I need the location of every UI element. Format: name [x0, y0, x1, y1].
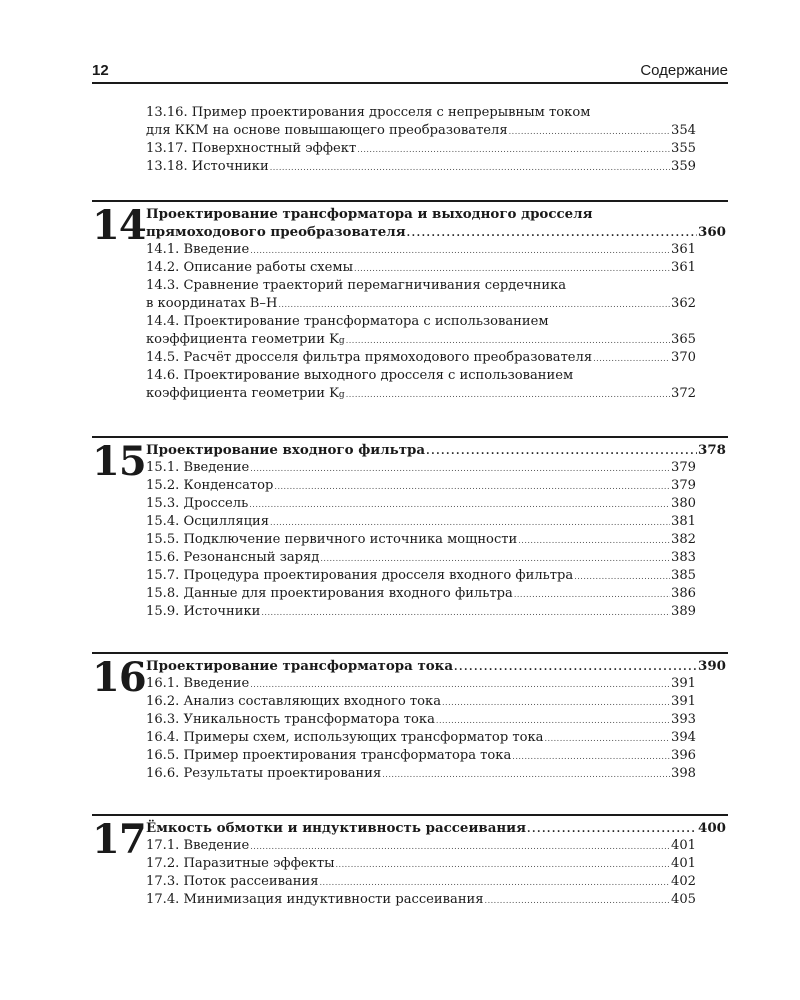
toc-entry-line: [146, 259, 696, 277]
running-header: [92, 60, 728, 82]
chapter-title-line: [146, 205, 726, 223]
entry-text: 14.2. Описание работы схемы: [146, 260, 354, 275]
entry-text: 15.3. Дроссель: [146, 496, 249, 511]
dot-leader: [270, 159, 670, 176]
toc-entry[interactable]: [146, 158, 696, 176]
entry-text: 16.6. Результаты проектирования: [146, 766, 382, 781]
dot-leader: [250, 838, 670, 855]
entry-text: 16.4. Примеры схем, использующих трансформатор тока: [146, 730, 544, 745]
dot-leader: [527, 821, 697, 837]
entry-page-number: 385: [671, 568, 696, 583]
toc-entry[interactable]: [146, 313, 696, 349]
entry-text: 16.3. Уникальность трансформатора тока: [146, 712, 435, 727]
toc-entry-line: [146, 549, 696, 567]
dot-leader: [485, 892, 670, 909]
toc-entry[interactable]: [146, 729, 696, 747]
entry-page-number: 379: [671, 478, 696, 493]
toc-entry[interactable]: [146, 241, 696, 259]
entry-text: 15.7. Процедура проектирования дросселя входного фильтра: [146, 568, 574, 583]
entry-text: 15.9. Источники: [146, 604, 261, 619]
toc-entry[interactable]: [146, 104, 696, 140]
toc-entry-line: [146, 313, 696, 331]
chapter-number: 17: [92, 816, 146, 863]
toc-entry[interactable]: [146, 140, 696, 158]
toc-entry-line: [146, 495, 696, 513]
toc-entry[interactable]: [146, 259, 696, 277]
toc-entry[interactable]: [146, 693, 696, 711]
dot-leader: [278, 296, 670, 313]
toc-entry-line: [146, 295, 696, 313]
chapter-rule: [92, 200, 728, 202]
toc-entry-line: [146, 158, 696, 176]
toc-entry[interactable]: [146, 675, 696, 693]
chapter-title-line: [146, 657, 726, 675]
entry-page-number: 381: [671, 514, 696, 529]
dot-leader: [512, 748, 670, 765]
entry-text: 14.3. Сравнение траекторий перемагничивания сердечника: [146, 278, 567, 293]
dot-leader: [544, 730, 670, 747]
toc-entry[interactable]: [146, 603, 696, 621]
dot-leader: [518, 532, 670, 549]
entry-page-number: 354: [671, 123, 696, 138]
chapter-title-text: Проектирование трансформатора и выходного дросселя: [146, 206, 593, 222]
toc-entry-line: [146, 513, 696, 531]
entry-page-number: 391: [671, 676, 696, 691]
chapter-title-line: [146, 223, 726, 241]
entry-page-number: 382: [671, 532, 696, 547]
entry-text: коэффициента геометрии K: [146, 386, 339, 401]
entry-text: 13.16. Пример проектирования дросселя с непрерывным током: [146, 105, 591, 120]
chapter-page-number: 390: [698, 658, 726, 674]
chapter-page-number: 378: [698, 442, 726, 458]
entry-page-number: 361: [671, 242, 696, 257]
toc-entry[interactable]: [146, 549, 696, 567]
toc-entry-line: [146, 241, 696, 259]
chapter-page-number: 360: [698, 224, 726, 240]
toc-entry-line: [146, 367, 696, 385]
page-number: 12: [92, 62, 109, 79]
running-title: Содержание: [640, 62, 728, 79]
dot-leader: [436, 712, 670, 729]
dot-leader: [319, 874, 670, 891]
toc-entry[interactable]: [146, 567, 696, 585]
dot-leader: [574, 568, 670, 585]
dot-leader: [382, 766, 670, 783]
dot-leader: [270, 514, 670, 531]
toc-entry[interactable]: [146, 711, 696, 729]
toc-entry-line: [146, 385, 696, 403]
toc-entry[interactable]: [146, 837, 696, 855]
entry-text: 15.5. Подключение первичного источника мощности: [146, 532, 518, 547]
entry-page-number: 401: [671, 838, 696, 853]
entry-page-number: 398: [671, 766, 696, 781]
chapter-title[interactable]: [146, 819, 726, 837]
entry-text: для ККМ на основе повышающего преобразователя: [146, 123, 508, 138]
entry-text: 14.6. Проектирование выходного дросселя с использованием: [146, 368, 574, 383]
toc-entry[interactable]: [146, 531, 696, 549]
chapter-title-line: [146, 819, 726, 837]
entry-page-number: 380: [671, 496, 696, 511]
chapter-title[interactable]: [146, 205, 726, 241]
dot-leader: [274, 478, 670, 495]
toc-entry-line: [146, 603, 696, 621]
dot-leader: [336, 856, 671, 873]
dot-leader: [346, 386, 670, 403]
entry-page-number: 359: [671, 159, 696, 174]
toc-entry-line: [146, 477, 696, 495]
entry-text: коэффициента геометрии K: [146, 332, 339, 347]
toc-entry-line: [146, 747, 696, 765]
chapter-number: 16: [92, 654, 146, 701]
entry-text: 13.17. Поверхностный эффект: [146, 141, 357, 156]
entry-subscript: g: [338, 336, 345, 346]
dot-leader: [357, 141, 670, 158]
dot-leader: [250, 460, 670, 477]
toc-entry[interactable]: [146, 855, 696, 873]
entry-page-number: 370: [671, 350, 696, 365]
toc-entry-line: [146, 531, 696, 549]
toc-entry-line: [146, 765, 696, 783]
toc-entry[interactable]: [146, 367, 696, 403]
dot-leader: [250, 676, 670, 693]
toc-entry-line: [146, 331, 696, 349]
toc-entry[interactable]: [146, 459, 696, 477]
chapter-title-text: прямоходового преобразователя: [146, 224, 406, 240]
chapter-rule: [92, 436, 728, 438]
entry-text: 14.5. Расчёт дросселя фильтра прямоходового преобразователя: [146, 350, 593, 365]
entry-page-number: 372: [671, 386, 696, 401]
entry-page-number: 393: [671, 712, 696, 727]
toc-entry[interactable]: [146, 747, 696, 765]
chapter-rule: [92, 814, 728, 816]
entry-text: 16.1. Введение: [146, 676, 250, 691]
entry-page-number: 379: [671, 460, 696, 475]
chapter-title-line: [146, 441, 726, 459]
dot-leader: [454, 659, 697, 675]
entry-page-number: 386: [671, 586, 696, 601]
entry-page-number: 405: [671, 892, 696, 907]
entry-text: 15.6. Резонансный заряд: [146, 550, 320, 565]
entry-text: 14.4. Проектирование трансформатора с использованием: [146, 314, 549, 329]
toc-entry[interactable]: [146, 349, 696, 367]
entry-text: 13.18. Источники: [146, 159, 269, 174]
toc-entry[interactable]: [146, 277, 696, 313]
entry-page-number: 362: [671, 296, 696, 311]
toc-entry-line: [146, 459, 696, 477]
toc-entry-line: [146, 873, 696, 891]
chapter-rule: [92, 652, 728, 654]
entry-page-number: 365: [671, 332, 696, 347]
dot-leader: [514, 586, 670, 603]
toc-entry-line: [146, 729, 696, 747]
toc-entry[interactable]: [146, 495, 696, 513]
chapter-title-text: Проектирование входного фильтра: [146, 442, 426, 458]
toc-entry-line: [146, 837, 696, 855]
entry-page-number: 396: [671, 748, 696, 763]
chapter-number: 14: [92, 202, 146, 249]
toc-entry-line: [146, 855, 696, 873]
entry-text: 16.2. Анализ составляющих входного тока: [146, 694, 442, 709]
chapter-number: 15: [92, 438, 146, 485]
dot-leader: [346, 332, 670, 349]
toc-entry-line: [146, 711, 696, 729]
toc-entry-line: [146, 104, 696, 122]
header-rule: [92, 82, 728, 84]
chapter-page-number: 400: [698, 820, 726, 836]
dot-leader: [320, 550, 670, 567]
entry-text: 15.4. Осцилляция: [146, 514, 269, 529]
entry-page-number: 391: [671, 694, 696, 709]
dot-leader: [426, 443, 697, 459]
chapter-title-text: Ёмкость обмотки и индуктивность рассеивания: [146, 820, 526, 836]
entry-text: 14.1. Введение: [146, 242, 250, 257]
entry-page-number: 361: [671, 260, 696, 275]
toc-entry[interactable]: [146, 585, 696, 603]
toc-entry-line: [146, 349, 696, 367]
toc-entry-line: [146, 122, 696, 140]
entry-page-number: 402: [671, 874, 696, 889]
entry-text: 16.5. Пример проектирования трансформатора тока: [146, 748, 512, 763]
dot-leader: [593, 350, 670, 367]
entry-page-number: 389: [671, 604, 696, 619]
entry-page-number: 401: [671, 856, 696, 871]
toc-entry[interactable]: [146, 873, 696, 891]
entry-text: 15.8. Данные для проектирования входного фильтра: [146, 586, 513, 601]
toc-entry[interactable]: [146, 765, 696, 783]
entry-page-number: 394: [671, 730, 696, 745]
entry-text: в координатах B–H: [146, 296, 278, 311]
chapter-title-text: Проектирование трансформатора тока: [146, 658, 454, 674]
chapter-title[interactable]: [146, 657, 726, 675]
toc-entry[interactable]: [146, 477, 696, 495]
dot-leader: [249, 496, 670, 513]
dot-leader: [407, 225, 697, 241]
entry-text: 17.2. Паразитные эффекты: [146, 856, 335, 871]
dot-leader: [354, 260, 670, 277]
entry-text: 15.2. Конденсатор: [146, 478, 274, 493]
entry-text: 17.3. Поток рассеивания: [146, 874, 319, 889]
toc-entry-line: [146, 567, 696, 585]
entry-page-number: 355: [671, 141, 696, 156]
toc-entry-line: [146, 277, 696, 295]
dot-leader: [509, 123, 670, 140]
toc-entry-line: [146, 693, 696, 711]
entry-subscript: g: [338, 390, 345, 400]
toc-entry[interactable]: [146, 891, 696, 909]
entry-text: 15.1. Введение: [146, 460, 250, 475]
toc-entry[interactable]: [146, 513, 696, 531]
dot-leader: [261, 604, 670, 621]
dot-leader: [442, 694, 670, 711]
entry-text: 17.1. Введение: [146, 838, 250, 853]
chapter-title[interactable]: [146, 441, 726, 459]
toc-entry-line: [146, 675, 696, 693]
toc-entry-line: [146, 891, 696, 909]
toc-entry-line: [146, 585, 696, 603]
entry-page-number: 383: [671, 550, 696, 565]
dot-leader: [250, 242, 670, 259]
entry-text: 17.4. Минимизация индуктивности рассеивания: [146, 892, 484, 907]
toc-entry-line: [146, 140, 696, 158]
